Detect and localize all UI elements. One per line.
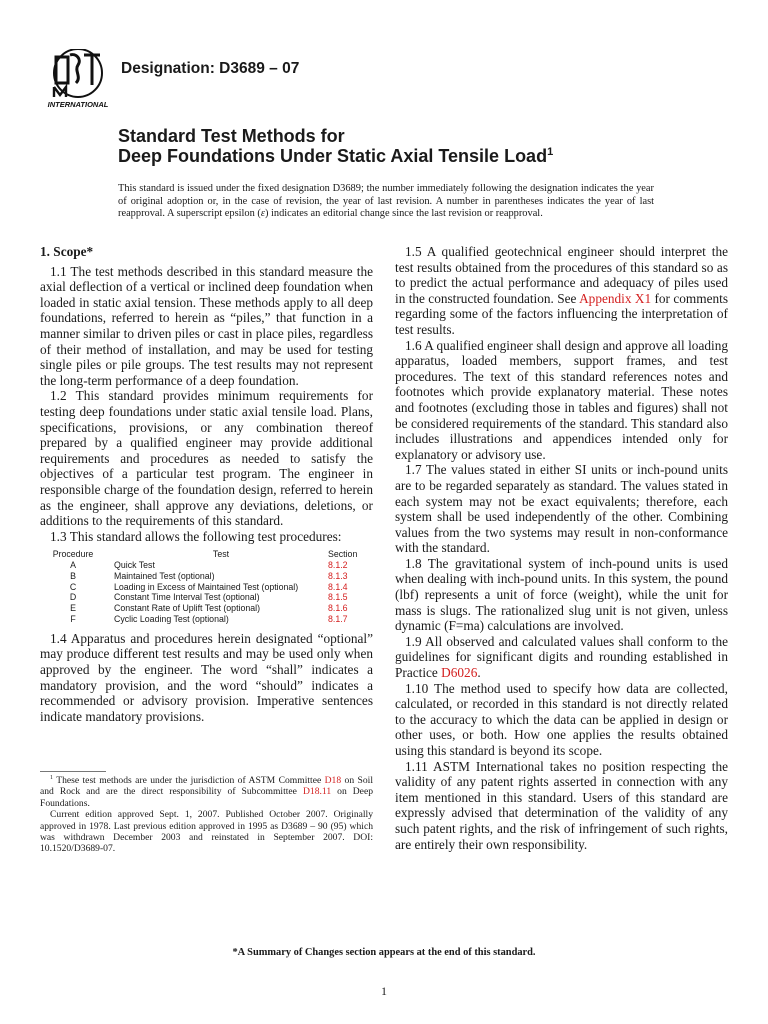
section-heading: 1. Scope* xyxy=(40,244,94,259)
cell-procedure: A xyxy=(70,560,76,571)
cell-test: Maintained Test (optional) xyxy=(114,570,215,581)
page-number: 1 xyxy=(381,984,387,998)
section-link[interactable]: 8.1.4 xyxy=(328,581,348,592)
section-link[interactable]: 8.1.5 xyxy=(328,592,348,603)
paragraph-1-3: 1.3 This standard allows the following test procedures: xyxy=(50,528,342,544)
section-link[interactable]: 8.1.7 xyxy=(328,614,348,625)
footnote-edition: Current edition approved Sept. 1, 2007. Published October 2007. Originally approved in 1978. Last previous edition approved in 1995 as D3689 – 90 (95) which was withdrawn December 2003 and reinstated in September 2007. DOI: 10.1520/D3689-07. xyxy=(40,809,373,855)
summary-note: *A Summary of Changes section appears at the end of this standard. xyxy=(232,947,536,958)
table-row xyxy=(40,560,373,571)
section-link[interactable]: 8.1.6 xyxy=(328,603,348,614)
paragraph-1-10: 1.10 The method used to specify how data are collected, calculated, or recorded in this standard is not directly related to the accuracy to which the data can be applied in design or other uses, or both. How one applies the results obtained using this standard is beyond its scope. xyxy=(395,680,728,758)
table-row xyxy=(40,614,373,625)
cell-procedure: E xyxy=(70,603,76,614)
cell-test: Constant Rate of Uplift Test (optional) xyxy=(114,603,261,614)
header-section: Section xyxy=(328,549,358,560)
section-link[interactable]: 8.1.2 xyxy=(328,560,348,571)
paragraph-1-8: 1.8 The gravitational system of inch-pound units is used when dealing with inch-pound units. In this system, the pound (lbf) represents a unit of force (weight), while the unit for mass is slugs. The rationalized slug unit is not given, unless dynamic (F=ma) calculations are involved. xyxy=(395,555,728,634)
paragraph-1-1: 1.1 The test methods described in this standard measure the axial deflection of a vertical or inclined deep foundation when loaded in static axial tension. These methods apply to all deep foundations, referred to herein as “piles,” that function in a manner similar to driven piles or cast in place piles, regardless of their method of installation, and may be used for testing single piles or pile groups. The test results may not represent the long-term performance of a deep foundation. xyxy=(40,263,373,388)
title-text: Deep Foundations Under Static Axial Tensile Load xyxy=(118,146,548,166)
footnote-1: $^1$ These test methods are under the jurisdiction of ASTM Committee D18 on Soil and Rock and are the direct responsibility of Subcommittee D18.11 on Deep Foundations. xyxy=(40,774,373,809)
designation: Designation: D3689 – 07 xyxy=(121,60,300,77)
header-test: Test xyxy=(212,549,230,560)
table-header-row xyxy=(40,549,373,560)
paragraph-1-6: 1.6 A qualified engineer shall design and approve all loading apparatus, loaded members, support frames, and test procedures. The text of this standard references notes and footnotes which provide explanatory material. These notes and footnotes (excluding those in tables and figures) shall not be considered requirements of the standard. This standard also includes illustrations and appendices intended only for explanatory or advisory use. xyxy=(395,337,728,462)
cell-procedure: B xyxy=(70,570,76,581)
practice-d6026-link[interactable]: D6026 xyxy=(441,665,478,681)
section-link[interactable]: 8.1.3 xyxy=(328,570,348,581)
subcommittee-d18-11-link[interactable]: D18.11 xyxy=(302,786,332,798)
paragraph-1-4: 1.4 Apparatus and procedures herein designated “optional” may produce different test results and may be used only when approved by the engineer. The word “shall” indicates a mandatory provision, and the word “should” indicates a recommended or advisory provision. Imperative sentences indicate mandatory provisions. xyxy=(40,630,373,724)
title-footnote-mark: 1 xyxy=(547,146,554,158)
table-row xyxy=(40,571,373,582)
footnotes xyxy=(40,775,373,855)
cell-procedure: F xyxy=(70,614,76,625)
astm-logo xyxy=(46,49,110,111)
right-column xyxy=(395,244,728,852)
paragraph-1-2: 1.2 This standard provides minimum requirements for testing deep foundations under static axial tensile load. Plans, specifications, provisions, or any combination thereof prepared by a qualified engineer may provide additional requirements and procedures as needed to satisfy the objectives of a particular test program. The engineer in responsible charge of the foundation design, referred to herein as the engineer, shall approve any deviations, deletions, or additions to the requirements of this standard. xyxy=(40,388,373,529)
paragraph-1-11: 1.11 ASTM International takes no position respecting the validity of any patent rights asserted in connection with any item mentioned in this standard. Users of this standard are expressly advised that determination of the validity of any such patent rights, and the risk of infringement of such rights, are entirely their own responsibility. xyxy=(395,758,728,852)
committee-d18-link[interactable]: D18 xyxy=(324,775,342,786)
header-procedure: Procedure xyxy=(52,549,94,560)
title-line-2 xyxy=(118,146,553,167)
table-row xyxy=(40,592,373,603)
paragraph-1-5: 1.5 A qualified geotechnical engineer should interpret the test results obtained from the procedures of this standard so as to predict the actual performance and adequacy of piles used in the constructed foundation. See Appendix X1 for comments regarding some of the factors influencing the interpretation of test results. xyxy=(395,244,728,337)
left-column xyxy=(40,244,373,724)
appendix-x1-link[interactable]: Appendix X1 xyxy=(579,290,652,306)
footnote-divider xyxy=(40,771,106,772)
standard-notice: This standard is issued under the fixed designation D3689; the number immediately following the designation indicates the year of original adoption or, in the case of revision, the year of last revision. A number in parentheses indicates the year of last reapproval. A superscript epsilon (ε) indicates an editorial change since the last revision or reapproval. xyxy=(118,183,654,219)
paragraph-1-7: 1.7 The values stated in either SI units or inch-pound units are to be regarded separately as standard. The values stated in each system may not be exact equivalents; therefore, each system shall be used independently of the other. Combining values from the two systems may result in non-conformance with the standard. xyxy=(395,462,728,556)
procedures-table xyxy=(40,549,373,625)
logo-subtext: INTERNATIONAL xyxy=(47,100,109,109)
cell-procedure: D xyxy=(69,592,77,603)
cell-test: Cyclic Loading Test (optional) xyxy=(114,614,229,625)
table-row xyxy=(40,582,373,593)
cell-test: Constant Time Interval Test (optional) xyxy=(114,592,260,603)
paragraph-1-9: 1.9 All observed and calculated values shall conform to the guidelines for significant digits and rounding established in Practice D6026. xyxy=(395,633,728,681)
cell-test: Loading in Excess of Maintained Test (optional) xyxy=(114,581,299,592)
table-row xyxy=(40,603,373,614)
cell-test: Quick Test xyxy=(114,560,155,571)
cell-procedure: C xyxy=(69,581,77,592)
title-line-1: Standard Test Methods for xyxy=(118,126,345,146)
